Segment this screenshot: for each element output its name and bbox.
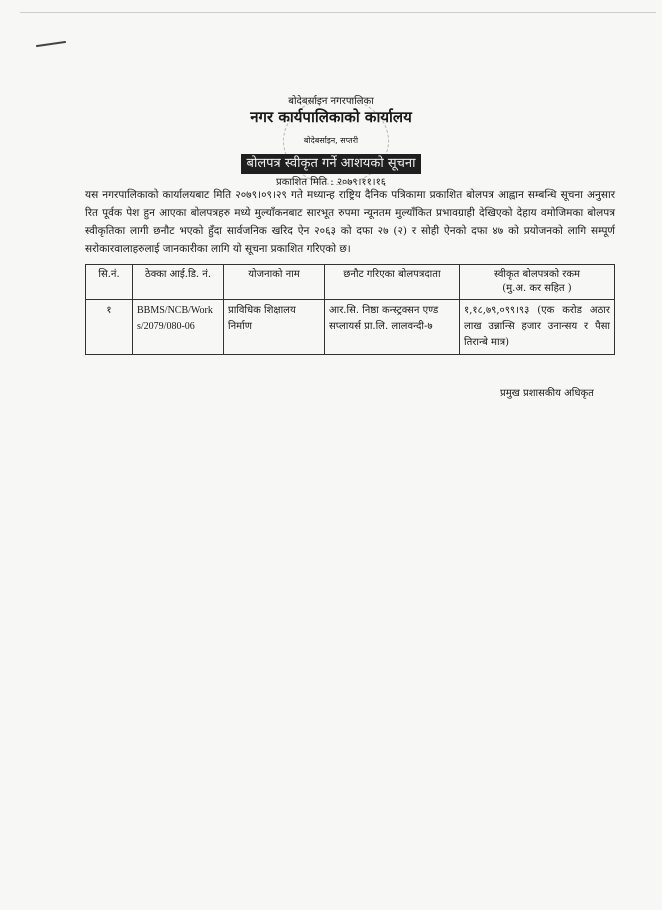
cell-bidder: आर.सि. निष्ठा कन्स्ट्रक्सन एण्ड सप्लायर्स प्रा.लि. लालवन्दी-७ xyxy=(325,300,460,355)
table-header-row xyxy=(86,265,615,300)
header-contract-id: ठेक्का आई.डि. नं. xyxy=(133,265,224,300)
header-sn: सि.नं. xyxy=(86,265,133,300)
award-table xyxy=(85,264,615,355)
district-address: बोदेबर्साइन, सप्तरी xyxy=(303,136,359,145)
notice-title: बोलपत्र स्वीकृत गर्ने आशयको सूचना xyxy=(241,154,422,174)
header-project: योजनाको नाम xyxy=(224,265,325,300)
header-amount xyxy=(460,265,615,300)
signature-title: प्रमुख प्रशासकीय अधिकृत xyxy=(500,388,594,399)
notice-paragraph: यस नगरपालिकाको कार्यालयबाट मिति २०७९।०९।२९ गते मध्यान्ह राष्ट्रिय दैनिक पत्रिकामा प्रकाशित बोलपत्र आह्वान सम्बन्धि सूचना अनुसार रित पूर्वक पेश हुन आएका बोलपत्रहरु मध्ये मुल्याँकनबाट सारभूत रुपमा न्यूनतम मुल्याँकित प्रभावग्राही देखिएको देहाय वमोजिमका बोलपत्र स्वीकृतिका लागी छनौट भएको हुँदा सार्वजनिक खरिद ऐन २०६३ को दफा २७ (२) र सोही ऐनको दफा ४७ को प्रयोजनको लागि सम्पूर्ण सरोकारवालाहरुलाई जानकारीका लागि यो सूचना प्रकाशित गरिएको छ। xyxy=(85,189,615,255)
office-title: नगर कार्यपालिकाको कार्यालय xyxy=(250,108,412,126)
header-bidder: छनौट गरिएका बोलपत्रदाता xyxy=(325,265,460,300)
table-row xyxy=(86,300,615,355)
notice-title-wrap xyxy=(0,152,662,174)
header-amount-note: (मु.अ. कर सहित ) xyxy=(502,283,572,294)
published-date: प्रकाशित मिति : २०७९।११।१६ xyxy=(276,177,386,188)
municipality-name: बोदेबर्साइन नगरपालिका xyxy=(288,96,374,107)
cell-sn: १ xyxy=(86,300,133,355)
page-border-line xyxy=(20,12,656,13)
cell-contract-id: BBMS/NCB/Works/2079/080-06 xyxy=(133,300,224,355)
pen-mark xyxy=(36,41,66,47)
cell-project: प्राविधिक शिक्षालय निर्माण xyxy=(224,300,325,355)
cell-amount: १,१८,७९,०९९।९३ (एक करोड अठार लाख उन्नान्सि हजार उनान्सय र पैसा तिरान्बे मात्र) xyxy=(460,300,615,355)
header-amount-label: स्वीकृत बोलपत्रको रकम xyxy=(493,269,581,280)
